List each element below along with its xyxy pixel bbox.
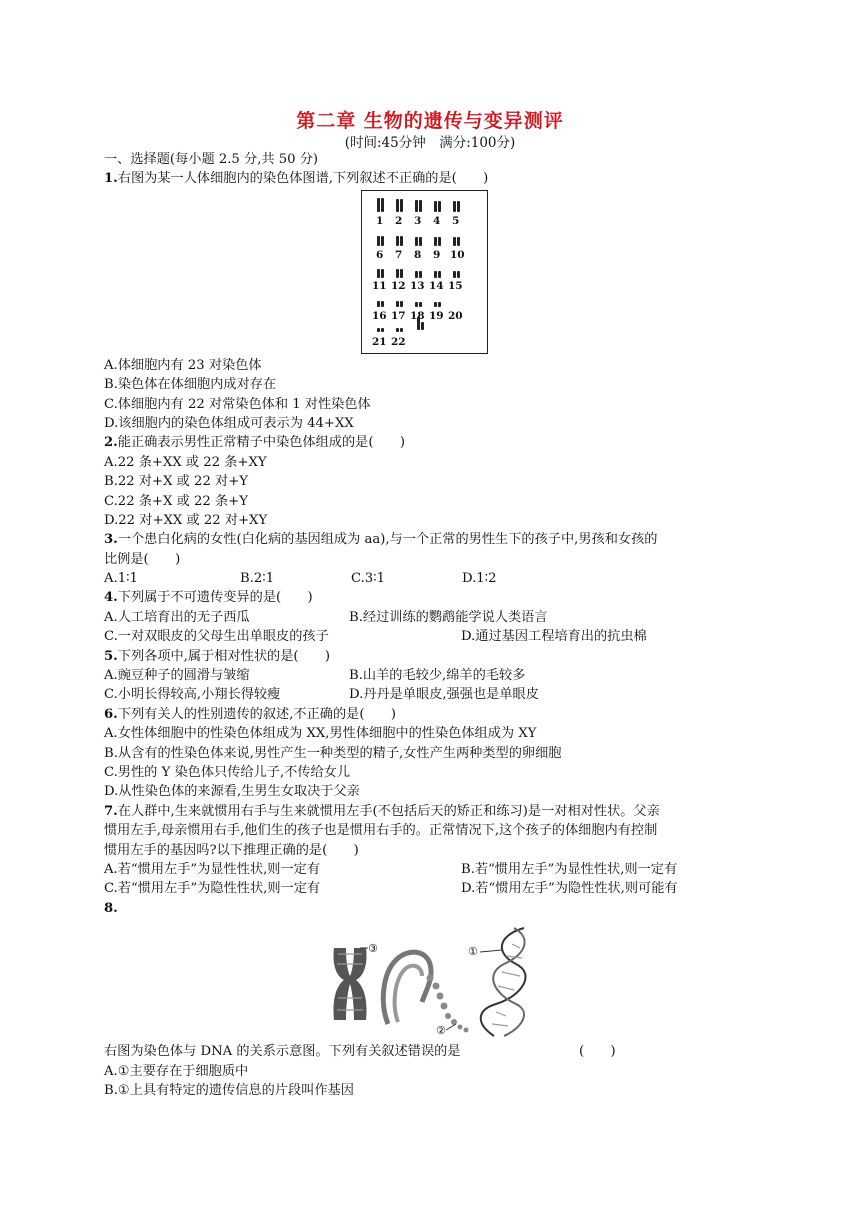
page-title: 第二章 生物的遗传与变异测评 (296, 110, 564, 132)
karyotype-number: 6 (376, 248, 384, 261)
question-number: 6. (104, 706, 118, 722)
q6-option-d: D.从性染色体的来源看,生男生女取决于父亲 (104, 784, 360, 800)
question-7 (104, 802, 754, 821)
karyotype-number: 7 (395, 248, 403, 261)
question-7-cont: 惯用左手,母亲惯用右手,他们生的孩子也是惯用右手的。正常情况下,这个孩子的体细胞内有控制 (104, 823, 658, 839)
karyotype-svg (362, 191, 486, 352)
q7-option-b: B.若“惯用左手”为显性性状,则一定有 (461, 861, 678, 877)
leader-line (446, 1024, 456, 1030)
question-3-cont: 比例是( ) (104, 551, 181, 567)
leader-line (480, 950, 502, 952)
q1-option-d: D.该细胞内的染色体组成可表示为 44+XX (104, 415, 354, 431)
chromosome-icon (333, 948, 366, 1020)
q3-option-a: A.1∶1 (104, 571, 138, 587)
karyotype-number: 3 (414, 214, 422, 227)
question-stem: 下列有关人的性别遗传的叙述,不正确的是( ) (117, 706, 397, 722)
question-stem: 一个患白化病的女性(白化病的基因组成为 aa),与一个正常的男性生下的孩子中,男孩和女孩的 (117, 532, 658, 548)
karyotype-number: 8 (414, 248, 422, 261)
question-stem: 右图为染色体与 DNA 的关系示意图。下列有关叙述错误的是 (104, 1044, 461, 1060)
question-number: 4. (104, 590, 118, 606)
chromosome-dna-figure (326, 924, 538, 1040)
figure-label-2: ② (436, 1024, 446, 1038)
q8-option-b: B.①上具有特定的遗传信息的片段叫作基因 (104, 1082, 354, 1098)
chromosome-dna-svg (326, 924, 538, 1040)
q1-option-b: B.染色体在体细胞内成对存在 (104, 377, 277, 393)
question-1 (104, 169, 754, 188)
q7-options-ab (104, 860, 754, 879)
karyotype-number: 9 (433, 248, 441, 261)
q7-option-c: C.若“惯用左手”为隐性性状,则一定有 (104, 881, 321, 897)
karyotype-number: 4 (433, 214, 441, 227)
question-stem: 下列属于不可遗传变异的是( ) (117, 590, 313, 606)
q4-option-d: D.通过基因工程培育出的抗虫棉 (461, 629, 647, 645)
q5-option-c: C.小明长得较高,小翔长得较瘦 (104, 687, 281, 703)
karyotype-number: 20 (448, 309, 463, 322)
karyotype-number: 14 (429, 279, 444, 292)
q2-option-a: A.22 条+XX 或 22 条+XY (104, 454, 267, 470)
q3-option-c: C.3∶1 (351, 571, 386, 587)
karyotype-number: 5 (452, 214, 460, 227)
question-4 (104, 588, 754, 607)
dna-helix-icon (481, 928, 526, 1036)
q8-option-a: A.①主要存在于细胞质中 (104, 1063, 249, 1079)
karyotype-number: 22 (391, 335, 406, 348)
karyotype-number: 18 (410, 309, 425, 322)
q3-options (104, 569, 754, 588)
nucleosome-beads-icon (427, 975, 469, 1033)
q4-option-c: C.一对双眼皮的父母生出单眼皮的孩子 (104, 629, 329, 645)
section-heading: 一、选择题(每小题 2.5 分,共 50 分) (104, 152, 319, 167)
question-number: 3. (104, 532, 118, 548)
page-subtitle: (时间:45分钟 满分:100分) (344, 135, 516, 151)
karyotype-number: 17 (391, 309, 406, 322)
q5-options-cd (104, 685, 754, 704)
question-number: 7. (104, 803, 118, 819)
question-3 (104, 530, 754, 549)
q4-options-ab (104, 608, 754, 627)
question-stem: 右图为某一人体细胞内的染色体图谱,下列叙述不正确的是( ) (117, 171, 489, 187)
figure-label-1: ① (468, 945, 478, 959)
question-5 (104, 647, 754, 666)
karyotype-number: 21 (372, 335, 387, 348)
q5-option-a: A.豌豆种子的圆滑与皱缩 (104, 668, 250, 684)
question-8 (104, 899, 754, 918)
q2-option-b: B.22 对+X 或 22 对+Y (104, 474, 248, 490)
question-8-stem (104, 1042, 754, 1061)
chromatin-coil-icon (383, 952, 431, 1024)
q6-option-a: A.女性体细胞中的性染色体组成为 XX,男性体细胞中的性染色体组成为 XY (104, 726, 537, 742)
karyotype-number: 13 (410, 279, 425, 292)
karyotype-number: 10 (450, 248, 465, 261)
q7-option-a: A.若“惯用左手”为显性性状,则一定有 (104, 861, 321, 877)
q3-option-b: B.2∶1 (240, 571, 275, 587)
karyotype-number: 2 (395, 214, 403, 227)
q3-option-d: D.1∶2 (462, 571, 497, 587)
exam-content (104, 150, 754, 1100)
question-stem: 能正确表示男性正常精子中染色体组成的是( ) (117, 435, 406, 451)
question-6 (104, 705, 754, 724)
karyotype-number: 15 (448, 279, 463, 292)
q2-option-d: D.22 对+XX 或 22 对+XY (104, 512, 268, 528)
q6-option-b: B.从含有的性染色体来说,男性产生一种类型的精子,女性产生两种类型的卵细胞 (104, 745, 562, 761)
question-number: 1. (104, 171, 118, 187)
q1-option-a: A.体细胞内有 23 对染色体 (104, 357, 262, 373)
karyotype-number: 1 (376, 214, 384, 227)
question-number: 5. (104, 648, 118, 664)
q7-options-cd (104, 879, 754, 898)
question-stem: 下列各项中,属于相对性状的是( ) (117, 648, 331, 664)
q4-options-cd (104, 627, 754, 646)
question-number: 2. (104, 435, 118, 451)
question-7-cont: 惯用左手的基因吗?以下推理正确的是( ) (104, 842, 359, 858)
karyotype-number: 16 (372, 309, 387, 322)
question-stem: 在人群中,生来就惯用右手与生来就惯用左手(不包括后天的矫正和练习)是一对相对性状。父亲 (117, 803, 660, 819)
q1-option-c: C.体细胞内有 22 对常染色体和 1 对性染色体 (104, 396, 371, 412)
q7-option-d: D.若“惯用左手”为隐性性状,则可能有 (461, 881, 678, 897)
figure-label-3: ③ (368, 942, 378, 956)
q6-option-c: C.男性的 Y 染色体只传给儿子,不传给女儿 (104, 764, 351, 780)
q2-option-c: C.22 条+X 或 22 条+Y (104, 493, 248, 509)
q4-option-b: B.经过训练的鹦鹉能学说人类语言 (349, 609, 548, 625)
q5-option-d: D.丹丹是单眼皮,强强也是单眼皮 (349, 687, 539, 703)
q4-option-a: A.人工培育出的无子西瓜 (104, 609, 250, 625)
question-2 (104, 433, 754, 452)
karyotype-number: 11 (372, 279, 387, 292)
karyotype-figure (361, 190, 488, 354)
karyotype-number: 12 (391, 279, 406, 292)
q5-options-ab (104, 666, 754, 685)
q5-option-b: B.山羊的毛较少,绵羊的毛较多 (349, 668, 526, 684)
answer-paren: ( ) (579, 1044, 616, 1060)
question-number: 8. (104, 900, 118, 916)
karyotype-number: 19 (429, 309, 444, 322)
